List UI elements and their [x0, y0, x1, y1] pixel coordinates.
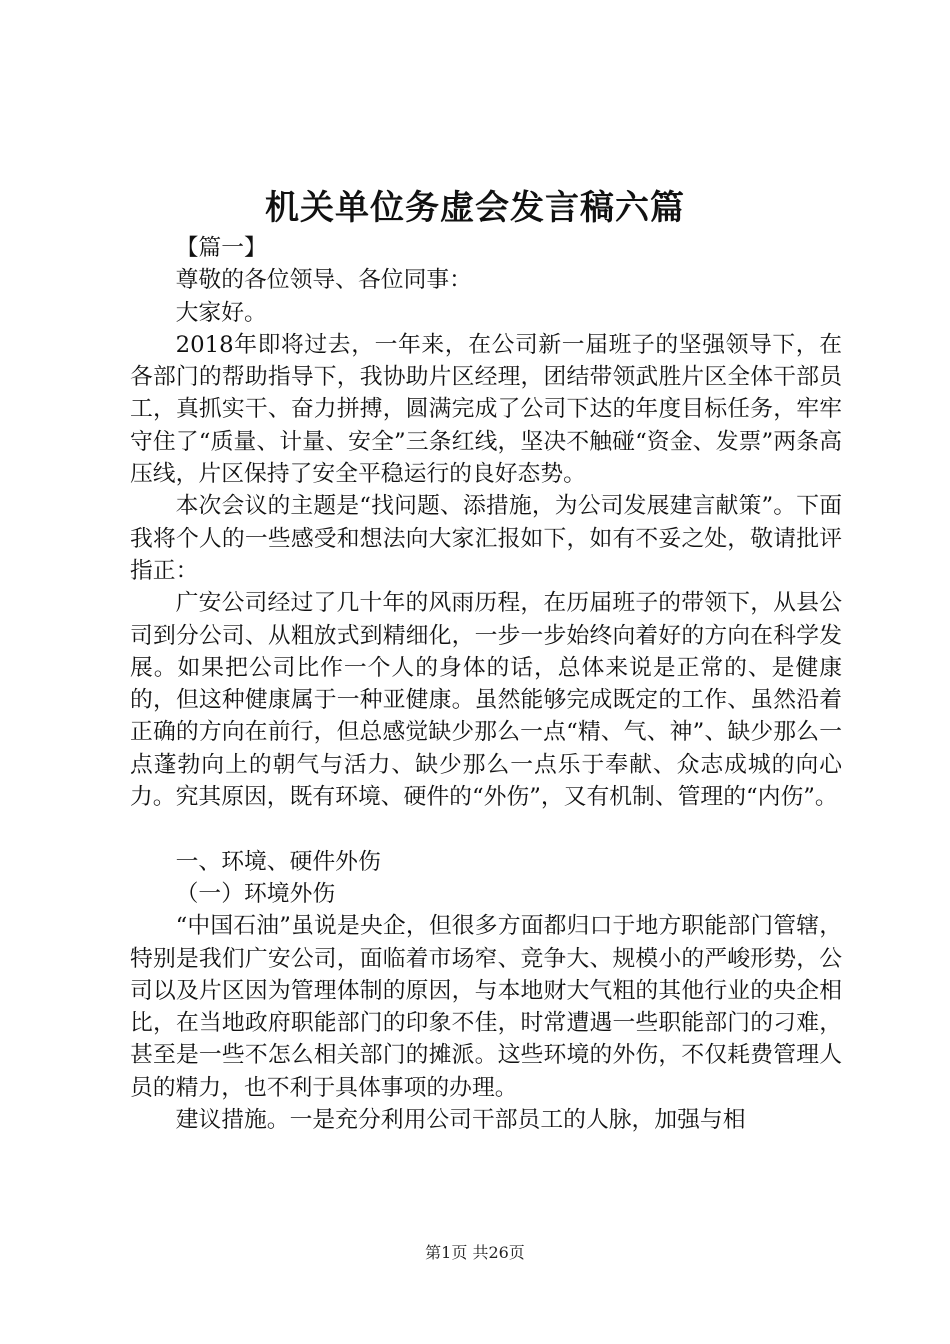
greeting: 大家好。: [175, 299, 267, 326]
page-footer: 第1页 共26页: [425, 1243, 525, 1262]
paragraph: 本次会议的主题是“找问题、添措施，为公司发展建言献策”。下面我将个人的一些感受和想法向大家汇报如下，如有不妥之处，敬请批评指正：: [130, 493, 842, 584]
document-title: 机关单位务虚会发言稿六篇: [265, 188, 685, 228]
subsection-heading: （一）环境外伤: [175, 880, 336, 907]
paragraph: “中国石油”虽说是央企，但很多方面都归口于地方职能部门管辖，特别是我们广安公司，面临着市场窄、竞争大、规模小的严峻形势，公司以及片区因为管理体制的原因，与本地财大气粗的其他行业的央企相比，在当地政府职能部门的印象不佳，时常遭遇一些职能部门的刁难，甚至是一些不怎么相关部门的摊派。这些环境的外伤，不仅耗费管理人员的精力，也不利于具体事项的办理。: [130, 913, 842, 1101]
salutation: 尊敬的各位领导、各位同事：: [175, 267, 472, 294]
blank-line: [130, 813, 842, 845]
section-heading: 一、环境、硬件外伤: [175, 848, 381, 875]
section-label: 【篇一】: [175, 235, 267, 261]
paragraph: 广安公司经过了几十年的风雨历程，在历届班子的带领下，从县公司到分公司、从粗放式到精细化，一步一步始终向着好的方向在科学发展。如果把公司比作一个人的身体的话，总体来说是正常的、是健康的，但这种健康属于一种亚健康。虽然能够完成既定的工作、虽然沿着正确的方向在前行，但总感觉缺少那么一点“精、气、神”、缺少那么一点蓬勃向上的朝气与活力、缺少那么一点乐于奉献、众志成城的向心力。究其原因，既有环境、硬件的“外伤”，又有机制、管理的“内伤”。: [130, 590, 842, 811]
paragraph: 2018年即将过去，一年来，在公司新一届班子的坚强领导下，在各部门的帮助指导下，我协助片区经理，团结带领武胜片区全体干部员工，真抓实干、奋力拼搏，圆满完成了公司下达的年度目标任务，牢牢守住了“质量、计量、安全”三条红线，坚决不触碰“资金、发票”两条高压线，片区保持了安全平稳运行的良好态势。: [130, 331, 842, 488]
paragraph: 建议措施。一是充分利用公司干部员工的人脉，加强与相: [175, 1107, 746, 1134]
document-body: [130, 232, 842, 1136]
